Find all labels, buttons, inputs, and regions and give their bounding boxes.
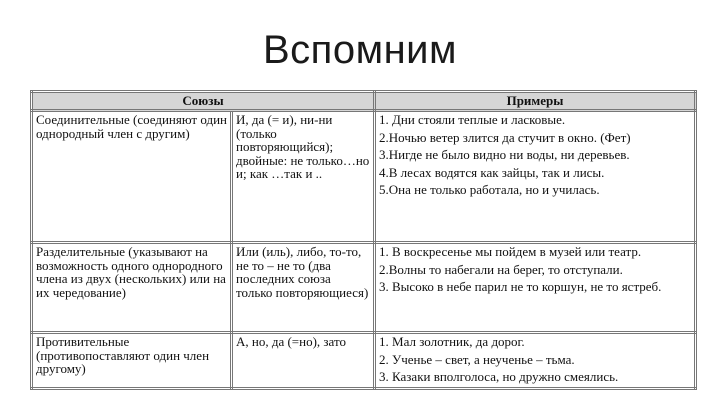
example-line: 2.Волны то набегали на берег, то отступали.: [379, 261, 623, 277]
conjunction-list-cell: Или (иль), либо, то-то, не то – не то (два последних союза только повторяющиеся): [232, 243, 375, 333]
examples-cell: [375, 243, 696, 333]
table-row: [32, 243, 696, 333]
example-line: 1. В воскресенье мы пойдем в музей или театр.: [379, 244, 642, 259]
example-line: 4.В лесах водятся как зайцы, так и лисы.: [379, 164, 605, 180]
examples-cell: [375, 333, 696, 389]
conjunction-type-cell: Соединительные (соединяют один однородный член с другим): [32, 111, 232, 243]
example-line: 5.Она не только работала, но и училась.: [379, 182, 600, 197]
example-line: 1. Дни стояли теплые и ласковые.: [379, 112, 566, 127]
examples-cell: [375, 111, 696, 243]
header-conjunctions: Союзы: [32, 92, 375, 111]
example-line: 2.Ночью ветер злится да стучит в окно. (Фет): [379, 129, 631, 145]
example-line: 1. Мал золотник, да дорог.: [379, 334, 525, 349]
slide-title: Вспомним: [262, 28, 458, 72]
conjunction-list-cell: И, да (= и), ни-ни (только повторяющийся); двойные: не только…но и; как …так и ..: [232, 111, 375, 243]
example-line: 3.Нигде не было видно ни воды, ни деревьев.: [379, 147, 630, 162]
conjunction-type-cell: Разделительные (указывают на возможность одного однородного члена из двух (нескольких) или на их чередование): [32, 243, 232, 333]
conjunction-list-cell: А, но, да (=но), зато: [232, 333, 375, 389]
example-line: 2. Ученье – свет, а неученье – тьма.: [379, 351, 575, 367]
table-header-row: [32, 92, 696, 111]
conjunction-type-cell: Противительные (противопоставляют один член другому): [32, 333, 232, 389]
table-row: [32, 111, 696, 243]
conjunctions-table: [30, 90, 697, 390]
header-examples: Примеры: [375, 92, 696, 111]
example-line: 3. Казаки вполголоса, но дружно смеялись.: [379, 369, 619, 384]
example-line: 3. Высоко в небе парил не то коршун, не то ястреб.: [379, 279, 662, 294]
table-row: [32, 333, 696, 389]
